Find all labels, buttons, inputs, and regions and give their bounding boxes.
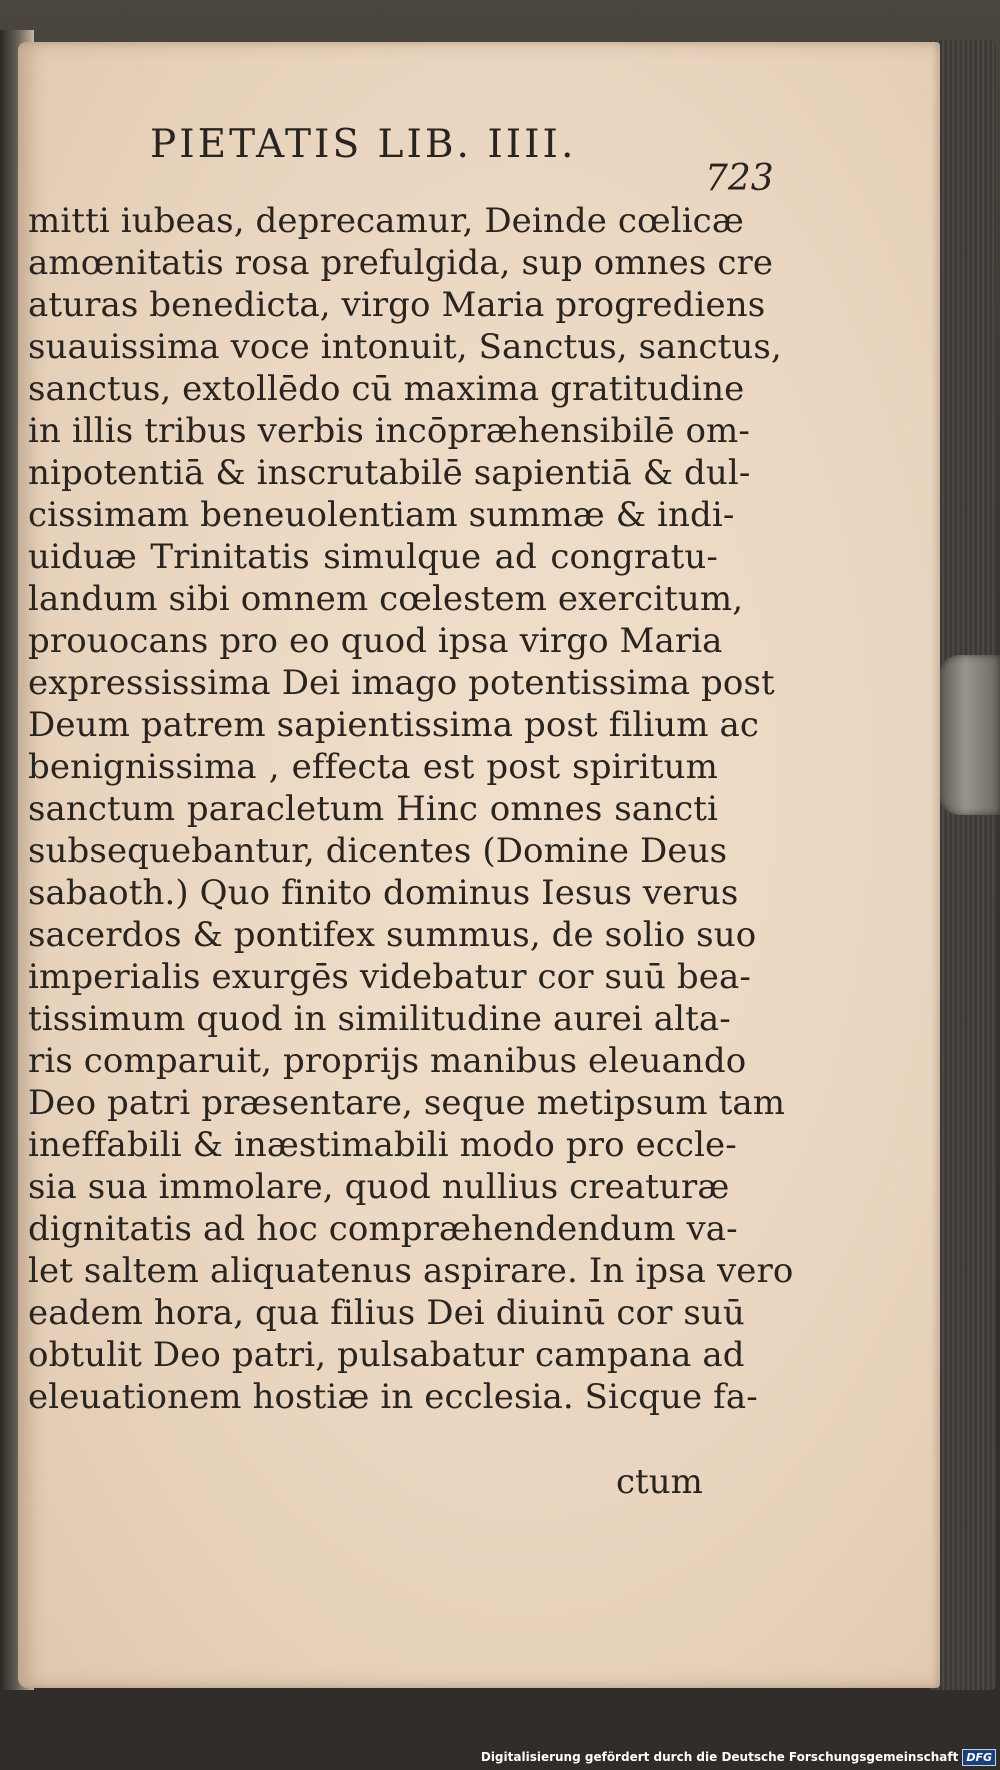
footer	[481, 1746, 996, 1768]
text-line: ris comparuit, proprijs manibus eleuando	[28, 1041, 747, 1081]
text-line: uiduæ Trinitatis simulque ad congratu-	[28, 537, 718, 577]
text-line: in illis tribus verbis incōpræhensibilē om-	[28, 411, 750, 451]
text-line: sanctum paracletum Hinc omnes sancti	[28, 789, 718, 829]
catchword: ctum	[616, 1462, 703, 1502]
text-line: let saltem aliquatenus aspirare. In ipsa vero	[28, 1251, 794, 1291]
text-line: Deo patri præsentare, seque metipsum tam	[28, 1083, 786, 1123]
text-line: benignissima , effecta est post spiritum	[28, 747, 718, 787]
dfg-credit: Digitalisierung gefördert durch die Deutsche Forschungsgemeinschaft	[480, 1750, 959, 1764]
running-head: PIETATIS LIB. IIII.	[150, 122, 577, 167]
book-clasp	[938, 655, 1000, 815]
text-line: expressissima Dei imago potentissima post	[28, 663, 775, 703]
text-line: prouocans pro eo quod ipsa virgo Maria	[28, 621, 723, 661]
text-line: ineffabili & inæstimabili modo pro eccle-	[28, 1125, 737, 1165]
page-number: 723	[705, 158, 774, 199]
dfg-logo: DFG	[962, 1749, 996, 1766]
text-line: landum sibi omnem cœlestem exercitum,	[28, 579, 744, 619]
text-line: sacerdos & pontifex summus, de solio suo	[28, 915, 757, 955]
text-line: dignitatis ad hoc compræhendendum va-	[28, 1209, 738, 1249]
text-line: aturas benedicta, virgo Maria progrediens	[28, 285, 766, 325]
text-line: sia sua immolare, quod nullius creaturæ	[28, 1167, 730, 1207]
text-line: amœnitatis rosa prefulgida, sup omnes cre	[28, 243, 774, 283]
text-line: suauissima voce intonuit, Sanctus, sanctus,	[28, 327, 782, 367]
text-line: sabaoth.) Quo finito dominus Iesus verus	[28, 873, 739, 913]
text-line: obtulit Deo patri, pulsabatur campana ad	[28, 1335, 745, 1375]
text-line: cissimam beneuolentiam summæ & indi-	[28, 495, 735, 535]
text-line: imperialis exurgēs videbatur cor suū bea-	[28, 957, 751, 997]
text-line: Deum patrem sapientissima post filium ac	[28, 705, 760, 745]
text-line: eleuationem hostiæ in ecclesia. Sicque fa-	[28, 1377, 758, 1417]
text-line: nipotentiā & inscrutabilē sapientiā & dul-	[28, 453, 751, 493]
text-line: tissimum quod in similitudine aurei alta-	[28, 999, 731, 1039]
text-line: mitti iubeas, deprecamur, Deinde cœlicæ	[28, 201, 744, 241]
text-line: sanctus, extollēdo cū maxima gratitudine	[28, 369, 745, 409]
text-line: eadem hora, qua filius Dei diuinū cor suū	[28, 1293, 745, 1333]
text-block	[28, 200, 794, 1418]
text-line: subsequebantur, dicentes (Domine Deus	[28, 831, 728, 871]
